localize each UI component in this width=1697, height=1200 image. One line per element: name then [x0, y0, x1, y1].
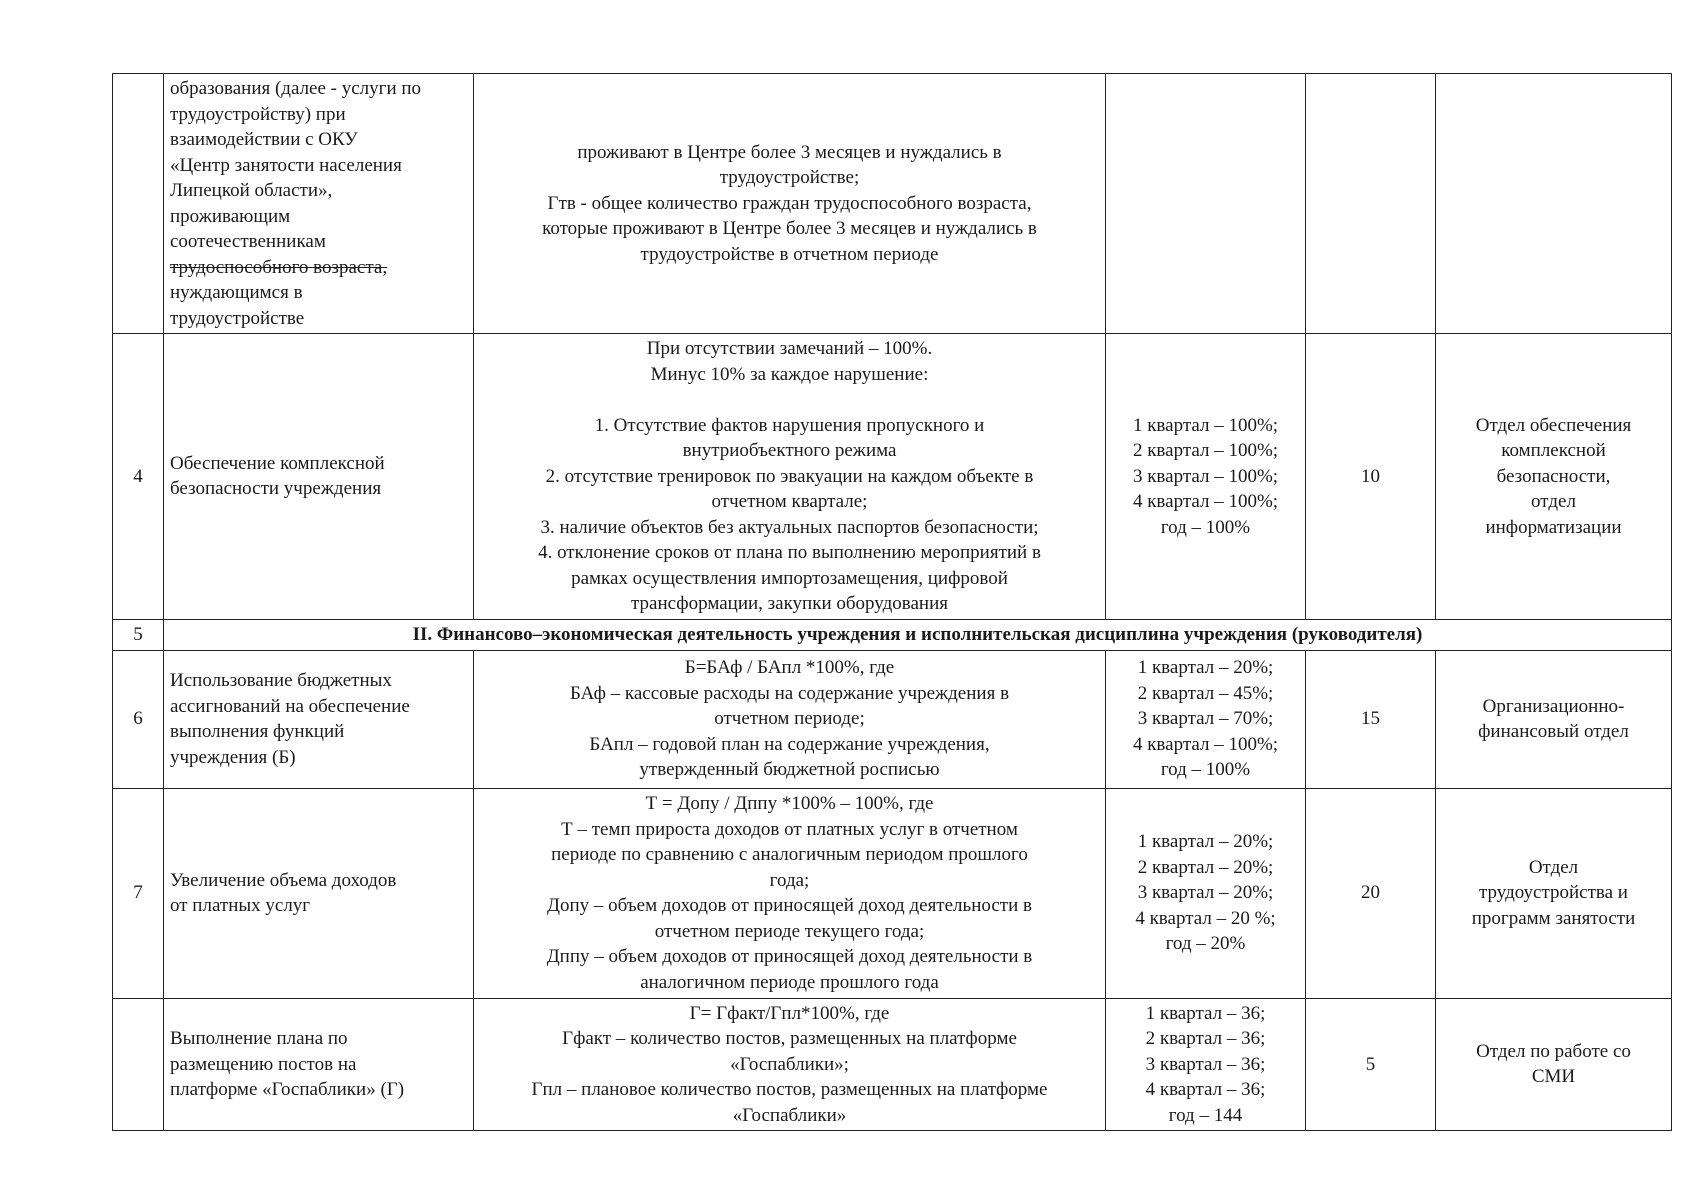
row-number-cell: 6	[113, 650, 164, 788]
responsible-line: СМИ	[1531, 1066, 1576, 1088]
formula-line: Дппу – объем доходов от приносящей доход деятельности в	[546, 946, 1033, 967]
target-line: 2 квартал – 36;	[1145, 1028, 1266, 1049]
target-values-cell	[1106, 74, 1306, 334]
formula-line: трудоустройстве;	[719, 167, 860, 189]
formula-line: отчетном периоде;	[714, 708, 865, 730]
row-number-cell	[113, 998, 164, 1131]
table-row	[113, 74, 1672, 334]
indicator-name-line: размещению постов на	[170, 1053, 357, 1075]
indicator-name-line: выполнения функций	[170, 721, 345, 742]
formula-line: Гфакт – количество постов, размещенных на платформе	[562, 1028, 1017, 1049]
indicator-name-line: учреждения (Б)	[170, 746, 296, 768]
formula-line: Гпл – плановое количество постов, размещенных на платформе	[531, 1079, 1048, 1100]
target-line: год – 144	[1168, 1104, 1243, 1126]
row-number-cell: 7	[113, 788, 164, 998]
target-line: год – 100%	[1160, 516, 1251, 538]
indicator-name-line: платформе «Госпаблики» (Г)	[170, 1079, 405, 1100]
formula-line: Т = Допу / Дппу *100% – 100%, где	[645, 793, 934, 814]
formula-line: Допу – объем доходов от приносящей доход деятельности в	[547, 895, 1032, 916]
target-values-cell	[1106, 650, 1306, 788]
indicator-name-line: соотечественникам	[170, 231, 326, 252]
formula-line: Г= Гфакт/Гпл*100%, где	[689, 1002, 890, 1024]
responsible-line: Отдел обеспечения	[1475, 414, 1632, 436]
target-line: 4 квартал – 36;	[1145, 1079, 1266, 1100]
responsible-cell	[1436, 998, 1672, 1131]
blank-line	[480, 387, 1099, 413]
formula-line: 4. отклонение сроков от плана по выполнению мероприятий в	[538, 542, 1041, 563]
formula-line: отчетном квартале;	[711, 491, 868, 512]
indicator-name-line: ассигнований на обеспечение	[170, 695, 410, 717]
indicator-name-line: трудоустройству) при	[170, 103, 346, 125]
indicator-name-line: безопасности учреждения	[170, 478, 382, 500]
formula-line: БАф – кассовые расходы на содержание учреждения в	[569, 682, 1010, 704]
responsible-line: Отдел	[1528, 856, 1579, 878]
indicator-name-cell	[164, 650, 474, 788]
responsible-line: Отдел по работе со	[1476, 1040, 1631, 1062]
weight-cell: 10	[1306, 334, 1436, 620]
responsible-line: финансовый отдел	[1478, 721, 1629, 742]
target-line: 1 квартал – 20%;	[1137, 831, 1274, 853]
formula-line: «Госпаблики»;	[730, 1053, 849, 1075]
target-values-cell	[1106, 788, 1306, 998]
row-number-cell: 5	[113, 619, 164, 650]
indicator-name-cell	[164, 788, 474, 998]
target-line: 2 квартал – 20%;	[1137, 856, 1274, 878]
table-row	[113, 788, 1672, 998]
target-values-cell	[1106, 334, 1306, 620]
formula-line: периоде по сравнению с аналогичным периодом прошлого	[551, 844, 1028, 865]
responsible-line: информатизации	[1485, 516, 1622, 538]
formula-line: Б=БАф / БАпл *100%, где	[684, 657, 895, 679]
responsible-line: трудоустройства и	[1479, 882, 1628, 904]
indicator-name-cell	[164, 998, 474, 1131]
formula-line: 2. отсутствие тренировок по эвакуации на каждом объекте в	[545, 465, 1034, 487]
indicators-table	[112, 73, 1672, 1131]
responsible-line: отдел	[1531, 491, 1576, 512]
weight-cell: 5	[1306, 998, 1436, 1131]
formula-line: трудоустройстве в отчетном периоде	[640, 243, 939, 265]
formula-line: БАпл – годовой план на содержание учреждения,	[589, 733, 990, 755]
formula-line: утвержденный бюджетной росписью	[639, 759, 940, 781]
indicator-name-line: нуждающимся в	[170, 282, 303, 303]
target-line: 1 квартал – 100%;	[1132, 414, 1279, 436]
responsible-cell	[1436, 74, 1672, 334]
formula-line: 1. Отсутствие фактов нарушения пропускного и	[594, 414, 985, 436]
responsible-line: Организационно-	[1482, 695, 1625, 717]
target-line: год – 20%	[1165, 933, 1246, 955]
formula-line: аналогичном периоде прошлого года	[640, 971, 939, 993]
table-row	[113, 998, 1672, 1131]
section-row	[113, 619, 1672, 650]
weight-cell: 20	[1306, 788, 1436, 998]
target-line: год – 100%	[1160, 759, 1251, 781]
document-page	[112, 73, 1672, 1131]
indicator-name-line: взаимодействии с ОКУ	[170, 129, 358, 150]
formula-line: рамках осуществления импортозамещения, цифровой	[571, 567, 1008, 589]
row-number-cell: 4	[113, 334, 164, 620]
formula-line: трансформации, закупки оборудования	[631, 593, 948, 614]
row-number-cell	[113, 74, 164, 334]
target-line: 1 квартал – 20%;	[1137, 657, 1274, 679]
indicator-name-cell	[164, 74, 474, 334]
target-values-cell	[1106, 998, 1306, 1131]
target-line: 4 квартал – 20 %;	[1135, 907, 1276, 929]
formula-line: Минус 10% за каждое нарушение:	[650, 363, 929, 385]
responsible-cell	[1436, 788, 1672, 998]
formula-cell	[474, 74, 1106, 334]
target-line: 2 квартал – 100%;	[1132, 440, 1279, 461]
table-row	[113, 650, 1672, 788]
struck-through-text: трудоспособного возраста,	[170, 256, 388, 278]
weight-cell: 15	[1306, 650, 1436, 788]
responsible-cell	[1436, 650, 1672, 788]
formula-cell	[474, 788, 1106, 998]
formula-line: отчетном периоде текущего года;	[654, 920, 925, 942]
indicator-name-line: «Центр занятости населения	[170, 154, 402, 176]
target-line: 3 квартал – 70%;	[1137, 708, 1274, 730]
indicator-name-line: образования (далее - услуги по	[170, 78, 422, 99]
target-line: 3 квартал – 36;	[1145, 1053, 1266, 1075]
indicator-name-line: Выполнение плана по	[170, 1028, 348, 1049]
responsible-line: комплексной	[1501, 440, 1606, 461]
formula-cell	[474, 334, 1106, 620]
indicator-name-line: Липецкой области»,	[170, 180, 333, 201]
formula-line: «Госпаблики»	[732, 1104, 847, 1126]
indicator-name-line: Использование бюджетных	[170, 670, 392, 691]
target-line: 3 квартал – 20%;	[1137, 882, 1274, 904]
formula-line: Т – темп прироста доходов от платных услуг в отчетном	[561, 818, 1018, 840]
weight-cell	[1306, 74, 1436, 334]
indicator-name-line: проживающим	[170, 205, 291, 227]
responsible-line: программ занятости	[1471, 907, 1636, 929]
target-line: 2 квартал – 45%;	[1137, 682, 1274, 704]
formula-line: При отсутствии замечаний – 100%.	[646, 338, 933, 359]
formula-line: года;	[769, 869, 810, 891]
target-line: 4 квартал – 100%;	[1132, 733, 1279, 755]
target-line: 1 квартал – 36;	[1145, 1002, 1266, 1024]
formula-cell	[474, 650, 1106, 788]
section-title: II. Финансово–экономическая деятельность учреждения и исполнительская дисциплина учреждения (руководителя)	[164, 619, 1672, 650]
formula-line: 3. наличие объектов без актуальных паспортов безопасности;	[540, 516, 1039, 538]
indicator-name-line: от платных услуг	[170, 895, 311, 916]
responsible-line: безопасности,	[1496, 465, 1611, 487]
target-line: 3 квартал – 100%;	[1132, 465, 1279, 487]
formula-line: Гтв - общее количество граждан трудоспособного возраста,	[547, 192, 1032, 214]
indicator-name-line: трудоустройстве	[170, 307, 305, 329]
formula-line: проживают в Центре более 3 месяцев и нуждались в	[577, 141, 1002, 163]
indicator-name-cell	[164, 334, 474, 620]
formula-line: внутриобъектного режима	[682, 440, 897, 461]
formula-cell	[474, 998, 1106, 1131]
indicator-name-line: Обеспечение комплексной	[170, 452, 385, 474]
indicator-name-line: Увеличение объема доходов	[170, 869, 397, 891]
formula-line: которые проживают в Центре более 3 месяцев и нуждались в	[542, 218, 1037, 240]
table-row	[113, 334, 1672, 620]
target-line: 4 квартал – 100%;	[1132, 491, 1279, 512]
responsible-cell	[1436, 334, 1672, 620]
